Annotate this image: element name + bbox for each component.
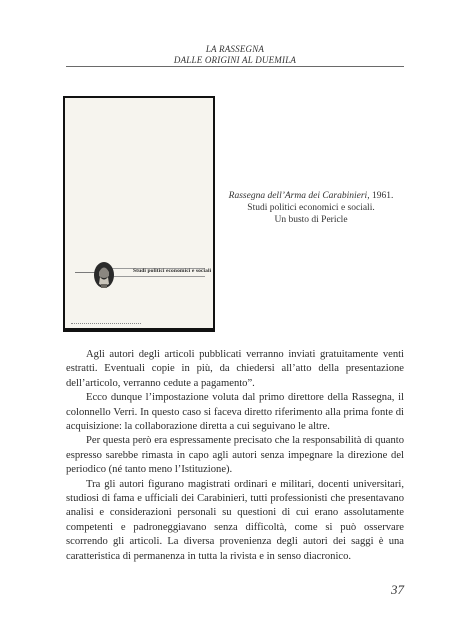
figure-caption bbox=[222, 190, 400, 226]
paragraph-1: Agli autori degli articoli pubblicati verranno inviati gratuitamente venti estratti. Eventuali copie in più, da chiedersi all’atto della presentazione dell’articolo, verranno cedute a pagamento”. bbox=[66, 349, 404, 389]
caption-line-3: Un busto di Pericle bbox=[274, 215, 348, 225]
running-header-line-1: LA RASSEGNA bbox=[205, 44, 265, 54]
paragraph-3: Per questa però era espressamente precisato che la responsabilità di quanto espresso sarebbe rimasta in capo agli autori senza impegnare la direzione del periodico (né tanto meno l’Istituzione). bbox=[66, 435, 404, 476]
cover-title: Studi politici economici e sociali bbox=[133, 268, 212, 274]
caption-line-2: Studi politici economici e sociali. bbox=[247, 203, 375, 213]
running-header-line-2: DALLE ORIGINI AL DUEMILA bbox=[173, 55, 297, 65]
header-rule bbox=[66, 66, 404, 67]
pericles-bust-icon bbox=[93, 260, 115, 290]
journal-cover-page bbox=[65, 98, 213, 328]
cover-footer-mark bbox=[71, 323, 141, 326]
page-number: 37 bbox=[391, 582, 404, 597]
caption-journal-title: Rassegna dell’Arma dei Carabinieri bbox=[228, 191, 368, 201]
running-header bbox=[66, 44, 404, 66]
journal-cover-photo bbox=[63, 96, 215, 332]
cover-rule-bottom bbox=[101, 276, 205, 277]
body-text bbox=[66, 348, 404, 564]
caption-line-1 bbox=[222, 190, 400, 202]
paragraph-4: Tra gli autori figurano magistrati ordinari e militari, docenti universitari, studiosi di fama e ufficiali dei Carabinieri, tutti professionisti che presentavano analisi e considerazioni personali su questioni di cui erano assolutamente competenti e padroneggiavano senza difficoltà, come si può osservare scorrendo gli articoli. La diversa provenienza degli autori dei saggi è una caratteristica di permanenza in tutta la rivista e in senso diacronico. bbox=[66, 478, 404, 562]
paragraph-2: Ecco dunque l’impostazione voluta dal primo direttore della Rassegna, il colonnello Verri. In questo caso si faceva diretto riferimento alla prima fonte di acquisizione: la collaborazione diretta a cui seguivano le altre. bbox=[66, 392, 404, 433]
caption-year: , 1961. bbox=[367, 191, 394, 201]
